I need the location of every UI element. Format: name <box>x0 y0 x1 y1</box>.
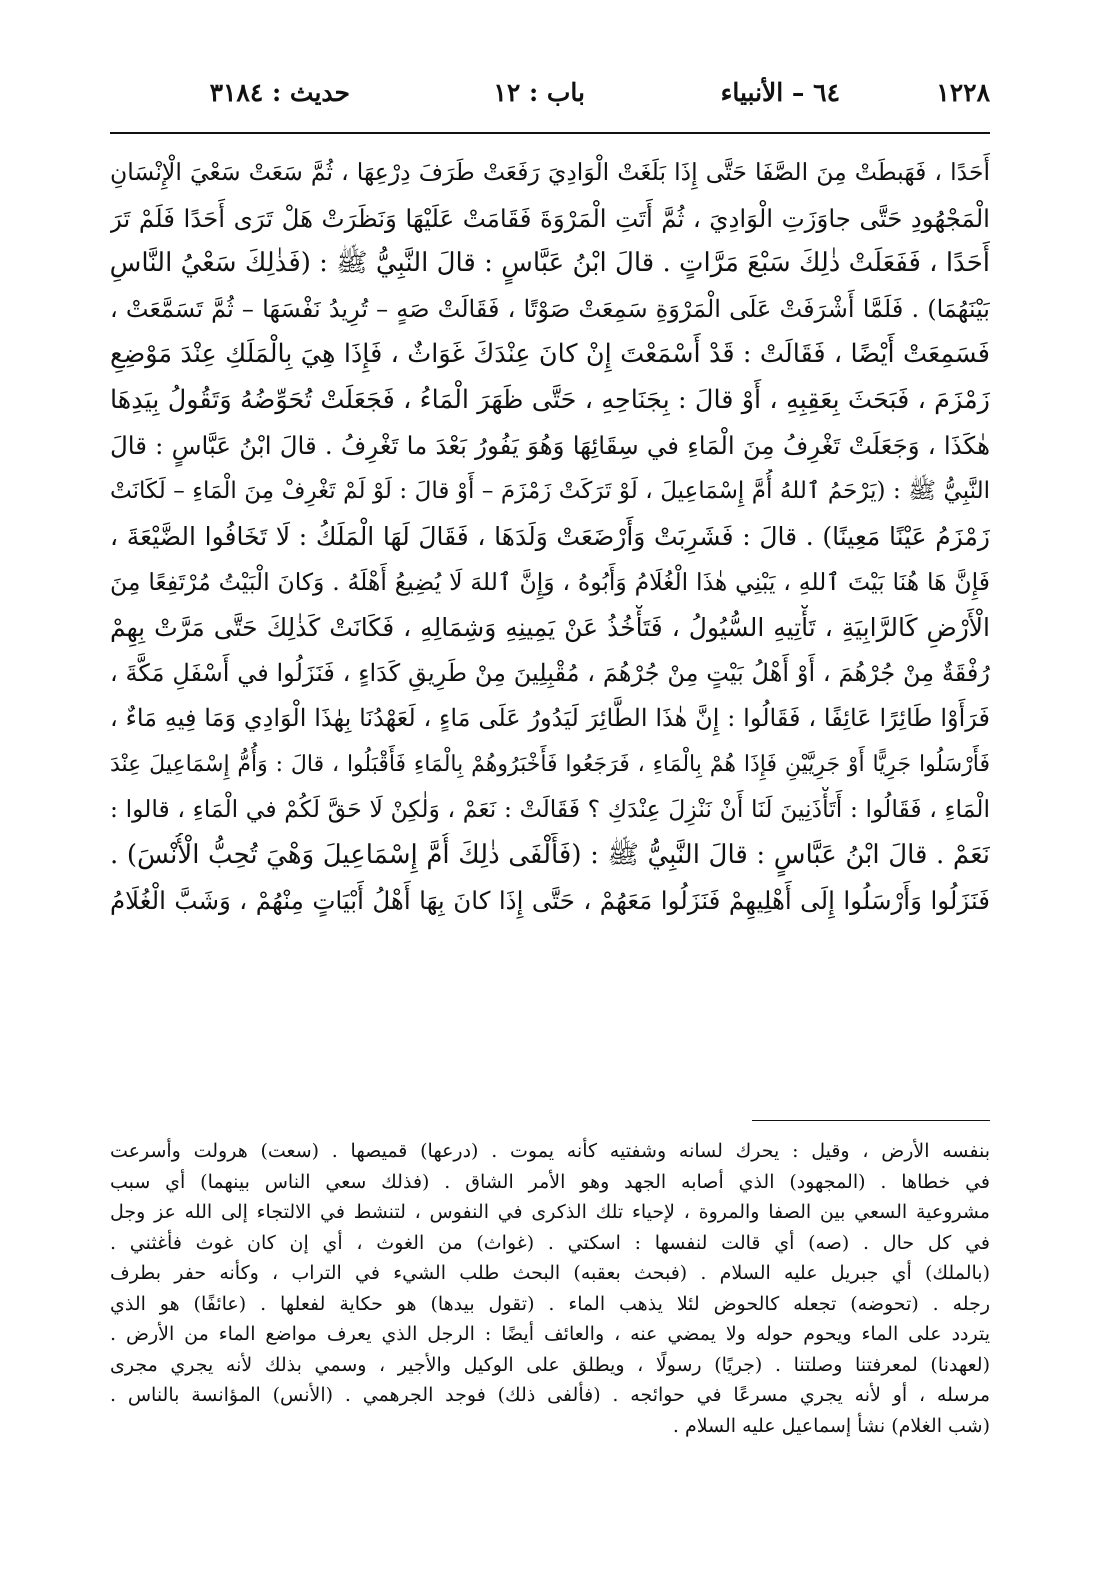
page-header <box>110 78 990 122</box>
text-line: فَسَمِعَتْ أَيْضًا ، فَقَالَتْ : قَدْ أَسْمَعْتَ إِنْ كانَ عِنْدَكَ غَوَاثٌ ، فَإِذَا هِيَ بِالْمَلَكِ عِنْدَ مَوْضِعِ <box>110 339 990 369</box>
text-line: رُفْقَةٌ مِنْ جُرْهُمَ ، أَوْ أَهْلُ بَيْتٍ مِنْ جُرْهُمَ ، مُقْبِلِينَ مِنْ طَرِيقِ كَدَاءٍ ، فَنَزَلُوا في أَسْفَلِ مَكَّةَ ، <box>110 658 990 687</box>
hadith-text <box>110 150 990 924</box>
footnote-line: مشروعية السعي بين الصفا والمروة ، لإحياء تلك الذكرى في النفوس ، لتنشط في الالتجاء إلى الله عز وجل <box>110 1201 990 1223</box>
text-line: الْمَجْهُودِ حَتَّى جاوَزَتِ الْوَادِيَ ، ثُمَّ أَتَتِ الْمَرْوَةَ فَقَامَتْ عَلَيْهَا وَنَظَرَتْ هَلْ تَرَى أَحَدًا فَلَمْ تَرَ <box>110 203 990 233</box>
hadith-number: حديث : ٣١٨٤ <box>209 78 350 107</box>
footnote-line: (بالملك) أي جبريل عليه السلام . (فبحث بعقبه) البحث طلب الشيء في التراب ، وكأنه حفر بطرف <box>110 1262 990 1284</box>
text-line: بَيْنَهُمَا) . فَلَمَّا أَشْرَفَتْ عَلَى الْمَرْوَةِ سَمِعَتْ صَوْتًا ، فَقَالَتْ صَهٍ – تُرِيدُ نَفْسَهَا – ثُمَّ تَسَمَّعَتْ ، <box>110 294 990 323</box>
text-line: زَمْزَمُ عَيْنًا مَعِينًا) . قالَ : فَشَرِبَتْ وَأَرْضَعَتْ وَلَدَهَا ، فَقَالَ لَهَا الْمَلَكُ : لَا تَخَافُوا الضَّيْعَةَ ، <box>110 522 990 551</box>
footnote-line: مرسله ، أو لأنه يجري مسرعًا في حوائجه . (فألفى ذلك) فوجد الجرهمي . (الأنس) المؤانسة بالناس . <box>110 1384 990 1406</box>
text-line: فَإِنَّ هَا هُنَا بَيْتَ ٱللهِ ، يَبْنِي هٰذَا الْغُلَامُ وَأَبُوهُ ، وَإِنَّ ٱللهَ لَا يُضِيعُ أَهْلَهُ . وَكانَ الْبَيْتُ مُرْتَفِعًا مِنَ <box>110 567 990 596</box>
text-line: زَمْزَمَ ، فَبَحَثَ بِعَقِبِهِ ، أَوْ قالَ : بِجَنَاحِهِ ، حَتَّى ظَهَرَ الْمَاءُ ، فَجَعَلَتْ تُحَوِّضُهُ وَتَقُولُ بِيَدِهَا <box>110 384 990 415</box>
text-line: فَنَزَلُوا وَأَرْسَلُوا إِلَى أَهْلِيهِمْ فَنَزَلُوا مَعَهُمْ ، حَتَّى إِذَا كانَ بِهَا أَهْلُ أَبْيَاتٍ مِنْهُمْ ، وَشَبَّ الْغُلَامُ <box>110 886 990 915</box>
header-divider <box>110 132 990 134</box>
text-line: أَحَدًا ، فَفَعَلَتْ ذٰلِكَ سَبْعَ مَرَّاتٍ . قالَ ابْنُ عَبَّاسٍ : قالَ النَّبِيُّ ﷺ : (فَذٰلِكَ سَعْيُ النَّاسِ <box>110 248 990 278</box>
text-line: الْمَاءِ ، فَقَالُوا : أَتَأْذَنِينَ لَنَا أَنْ نَنْزِلَ عِنْدَكِ ؟ فَقَالَتْ : نَعَمْ ، وَلٰكِنْ لَا حَقَّ لَكُمْ في الْمَاءِ ، قالوا : <box>110 795 990 823</box>
footnote-line: رجله . (تحوضه) تجعله كالحوض لئلا يذهب الماء . (تقول بيدها) هو حكاية لفعلها . (عائفًا) هو الذي <box>110 1292 990 1315</box>
footnote-divider <box>752 1120 990 1121</box>
footnote-line: (لعهدنا) لمعرفتنا وصلتنا . (جريًا) رسولًا ، ويطلق على الوكيل والأجير ، وسمي بذلك لأنه يجري مجرى <box>110 1353 990 1376</box>
text-line: فَرَأَوْا طَائِرًا عَائِفًا ، فَقَالُوا : إِنَّ هٰذَا الطَّائِرَ لَيَدُورُ عَلَى مَاءٍ ، لَعَهْدُنَا بِهٰذَا الْوَادِي وَمَا فِيهِ مَاءٌ ، <box>110 704 990 732</box>
footnote-line: بنفسه الأرض ، وقيل : يحرك لسانه وشفتيه كأنه يموت . (درعها) قميصها . (سعت) هرولت وأسرعت <box>110 1140 990 1162</box>
text-line: نَعَمْ . قالَ ابْنُ عَبَّاسٍ : قالَ النَّبِيُّ ﷺ : (فَأَلْفَى ذٰلِكَ أُمَّ إِسْمَاعِيلَ وَهْيَ تُحِبُّ الْأُنْسَ) . <box>110 839 990 870</box>
text-line: أَحَدًا ، فَهَبطَتْ مِنَ الصَّفَا حَتَّى إِذَا بَلَغَتْ الْوَادِيَ رَفَعَتْ طَرَفَ دِرْعِهَا ، ثُمَّ سَعَتْ سَعْيَ الْإِنْسَانِ <box>110 158 990 186</box>
footnote-line: (شب الغلام) نشأ إسماعيل عليه السلام . <box>672 1414 990 1437</box>
footnote-line: في خطاها . (المجهود) الذي أصابه الجهد وهو الأمر الشاق . (فذلك سعي الناس بينهما) أي سبب <box>110 1170 990 1193</box>
text-line: فَأَرْسَلُوا جَرِيًّا أَوْ جَرِيَّيْنِ فَإِذَا هُمْ بِالْمَاءِ ، فَرَجَعُوا فَأَخْبَرُوهُمْ بِالْمَاءِ فَأَقْبَلُوا ، قالَ : وَأُمُّ إِسْمَاعِيلَ عِنْدَ <box>110 751 990 777</box>
footnote-line: يتردد على الماء ويحوم حوله ولا يمضي عنه ، والعائف أيضًا : الرجل الذي يعرف مواضع الماء من الأرض . <box>110 1323 990 1345</box>
text-line: الْأَرْضِ كَالرَّابِيَةِ ، تَأْتِيهِ السُّيُولُ ، فَتَأْخُذُ عَنْ يَمِينِهِ وَشِمَالِهِ ، فَكَانَتْ كَذٰلِكَ حَتَّى مَرَّتْ بِهِمْ <box>110 613 990 642</box>
book-title: ٦٤ – الأنبياء <box>720 78 840 107</box>
page-number: ١٢٢٨ <box>936 78 990 107</box>
footnote-line: في كل حال . (صه) أي قالت لنفسها : اسكتي . (غواث) من الغوث ، أي إن كان غوث فأغثني . <box>110 1231 990 1254</box>
chapter-number: باب : ١٢ <box>493 78 585 107</box>
text-line: النَّبِيُّ ﷺ : (يَرْحَمُ ٱللهُ أُمَّ إِسْمَاعِيلَ ، لَوْ تَرَكَتْ زَمْزَمَ – أَوْ قالَ : لَوْ لَمْ تَغْرِفْ مِنَ الْمَاءِ – لَكَانَتْ <box>110 477 990 504</box>
text-line: هٰكَذَا ، وَجَعَلَتْ تَغْرِفُ مِنَ الْمَاءِ في سِقَائِهَا وَهُوَ يَفُورُ بَعْدَ ما تَغْرِفُ . قالَ ابْنُ عَبَّاسٍ : قالَ <box>110 431 990 460</box>
footnotes <box>110 1136 990 1441</box>
